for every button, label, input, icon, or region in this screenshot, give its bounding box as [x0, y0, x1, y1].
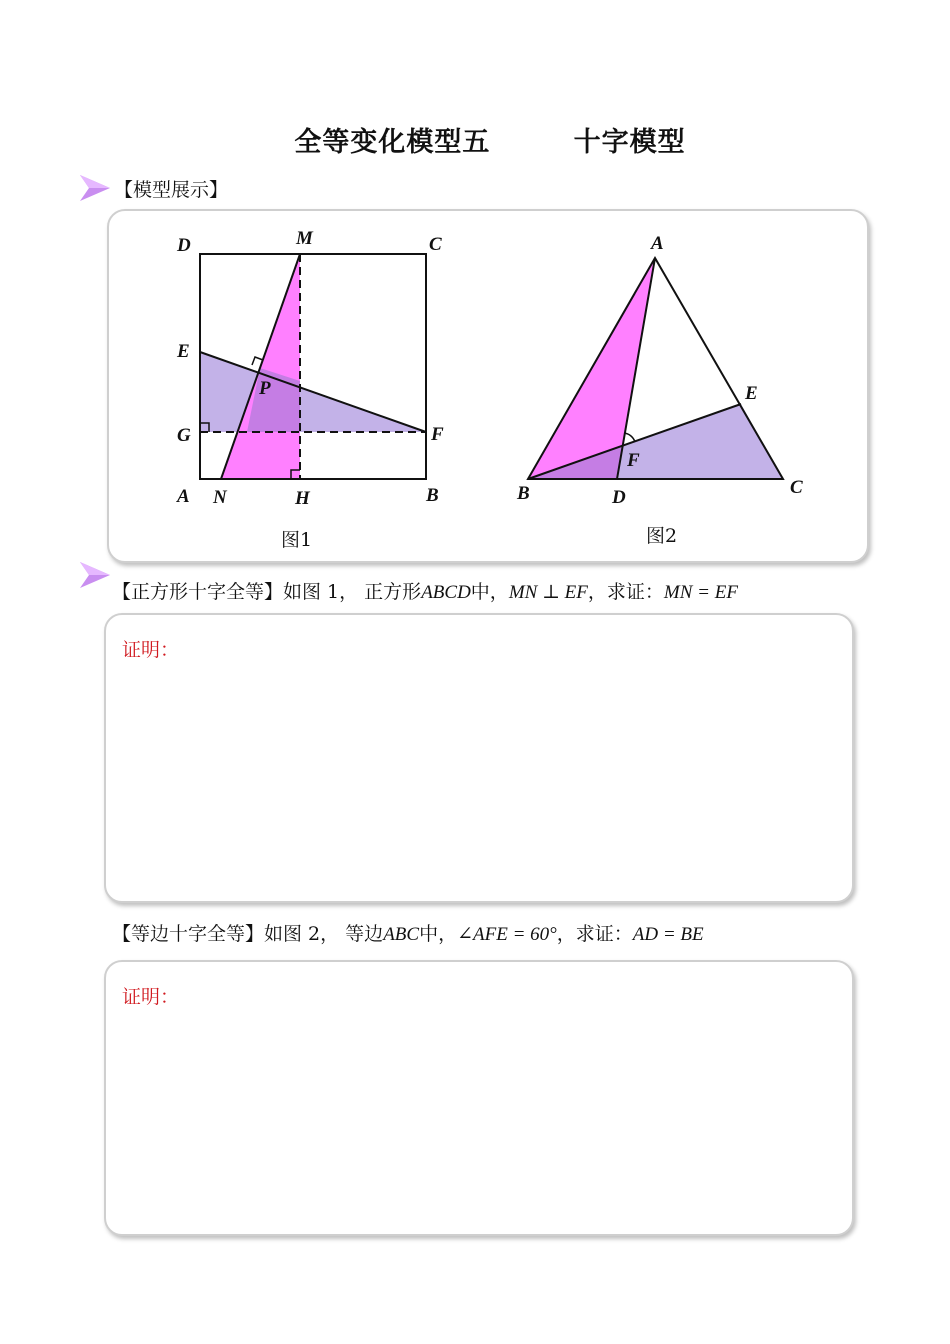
fig2-label-b: B [517, 483, 530, 504]
proof-2-box[interactable] [104, 960, 854, 1236]
problem-1-arrow [78, 560, 114, 590]
fig2-label-d: D [612, 487, 626, 508]
fig1-label-b: B [426, 485, 439, 506]
fig1-label-m: M [296, 228, 313, 249]
problem-1-text-c: ，求证： [587, 581, 664, 603]
problem-1-head: 【正方形十字全等】 [112, 581, 284, 603]
problem-1-text-b: 中， [470, 581, 509, 603]
fig1-label-e: E [177, 341, 190, 362]
problem-2-statement [112, 919, 704, 946]
problem-2-math-b: ∠AFE = 60° [457, 924, 557, 945]
fig1-label-g: G [177, 425, 191, 446]
problem-1-math-a: ABCD [421, 582, 471, 603]
problem-2-text-c: ，求证： [556, 923, 633, 945]
problem-2-text-b: 中， [419, 923, 458, 945]
fig1-label-a: A [177, 486, 190, 507]
figure-1 [109, 211, 867, 561]
problem-1-math-c: MN = EF [663, 582, 738, 603]
arrow-marker-icon [78, 173, 112, 203]
fig1-label-n: N [213, 487, 227, 508]
fig1-label-f: F [431, 424, 444, 445]
fig2-label-a: A [651, 233, 664, 254]
problem-1-text-a: 如图 1， 正方形 [283, 581, 422, 603]
figure-box [107, 209, 869, 563]
fig2-label-c: C [790, 477, 803, 498]
fig2-label-e: E [745, 383, 758, 404]
fig1-label-c: C [429, 234, 442, 255]
figure-1-caption: 图1 [281, 529, 313, 551]
figure-2-caption: 图2 [646, 525, 678, 547]
section-model-label: 【模型展示】 [114, 178, 229, 201]
problem-2-text-a: 如图 2， 等边 [264, 923, 384, 945]
problem-1-math-b: MN ⊥ EF [508, 582, 588, 603]
problem-2-math-a: ABC [383, 924, 420, 945]
proof-2-label: 证明： [122, 986, 180, 1008]
problem-1-statement [112, 577, 738, 604]
proof-1-box[interactable] [104, 613, 854, 903]
section-model-heading [78, 173, 228, 203]
fig1-label-h: H [295, 488, 310, 509]
proof-1-label: 证明： [122, 639, 180, 661]
fig2-label-f: F [627, 450, 640, 471]
problem-2-math-c: AD = BE [632, 924, 704, 945]
page-title: 全等变化模型五 十字模型 [294, 127, 686, 158]
fig1-label-d: D [177, 235, 191, 256]
problem-2-head: 【等边十字全等】 [112, 923, 265, 945]
arrow-marker-icon [78, 560, 112, 590]
fig1-label-p: P [259, 378, 271, 399]
